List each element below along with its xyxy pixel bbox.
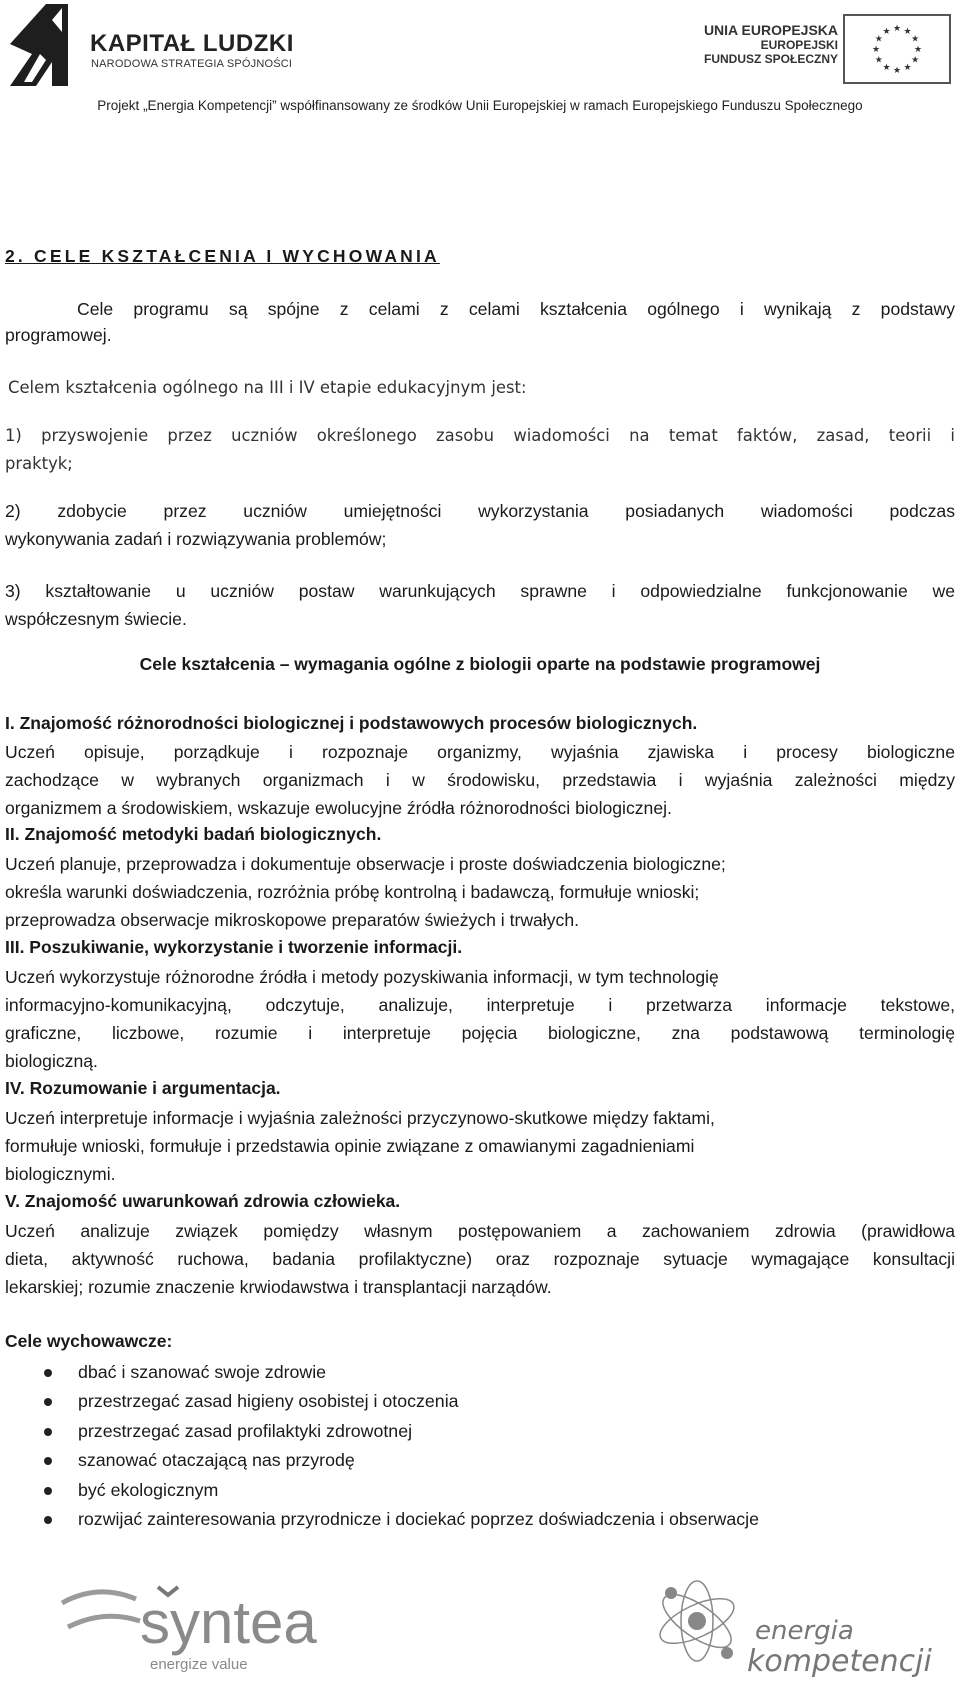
item-2-line-2: wykonywania zadań i rozwiązywania problemów; bbox=[5, 529, 387, 549]
eu-star-icon: ★ bbox=[892, 23, 902, 33]
goal-2-line-2: określa warunki doświadczenia, rozróżnia próbę kontrolną i badawczą, formułuje wnioski; bbox=[5, 882, 700, 902]
list-item: szanować otaczającą nas przyrodę bbox=[40, 1446, 759, 1475]
goal-3-heading: III. Poszukiwanie, wykorzystanie i tworzenie informacji. bbox=[5, 937, 463, 957]
goal-4-line-1: Uczeń interpretuje informacje i wyjaśnia zależności przyczynowo-skutkowe między faktami, bbox=[5, 1108, 715, 1128]
upbringing-list bbox=[40, 1358, 759, 1534]
eu-line-2: EUROPEJSKI bbox=[760, 38, 838, 52]
goal-3-line-1: Uczeń wykorzystuje różnorodne źródła i metody pozyskiwania informacji, w tym technologię bbox=[5, 967, 719, 987]
goal-1-line-1: Uczeń opisuje, porządkuje i rozpoznaje organizmy, wyjaśnia zjawiska i procesy biologiczne bbox=[5, 742, 955, 762]
eu-flag-icon bbox=[843, 14, 951, 84]
goal-1-line-3: organizmem a środowiskiem, wskazuje ewolucyjne źródła różnorodności biologicznej. bbox=[5, 798, 672, 818]
eu-line-1: UNIA EUROPEJSKA bbox=[703, 22, 838, 38]
goal-1-heading: I. Znajomość różnorodności biologicznej i podstawowych procesów biologicznych. bbox=[5, 713, 698, 733]
upbringing-title: Cele wychowawcze: bbox=[5, 1331, 173, 1351]
eu-star-icon: ★ bbox=[903, 25, 912, 36]
list-item: przestrzegać zasad higieny osobistej i otoczenia bbox=[40, 1387, 759, 1416]
list-item: być ekologicznym bbox=[40, 1476, 759, 1505]
item-1-line-1: 1) przyswojenie przez uczniów określonego zasobu wiadomości na temat faktów, zasad, teorii i bbox=[5, 426, 955, 445]
goal-3-line-2: informacyjno-komunikacyjną, odczytuje, analizuje, interpretuje i przetwarza informacje tekstowe, bbox=[5, 995, 955, 1015]
goal-3-line-3: graficzne, liczbowe, rozumie i interpretuje pojęcia biologiczne, zna podstawową terminologię bbox=[5, 1023, 955, 1043]
eu-star-icon: ★ bbox=[892, 65, 902, 75]
goal-2-line-1: Uczeń planuje, przeprowadza i dokumentuje obserwacje i proste doświadczenia biologiczne; bbox=[5, 854, 726, 874]
kapital-ludzki-title: KAPITAŁ LUDZKI bbox=[90, 30, 294, 57]
goal-5-line-2: dieta, aktywność ruchowa, badania profilaktyczne) oraz rozpoznaje sytuacje wymagające konsultacji bbox=[5, 1249, 955, 1269]
energia-kompetencji-logo bbox=[655, 1575, 955, 1685]
bullet-icon bbox=[44, 1487, 52, 1495]
syntea-tagline: energize value bbox=[150, 1656, 248, 1673]
goal-4-line-2: formułuje wnioski, formułuje i przedstawia opinie związane z omawianymi zagadnieniami bbox=[5, 1136, 695, 1156]
eu-line-3: FUNDUSZ SPOŁECZNY bbox=[703, 52, 838, 66]
goal-1-line-2: zachodzące w wybranych organizmach i w środowisku, przedstawia i wyjaśnia zależności między bbox=[5, 770, 955, 790]
item-3-line-2: współczesnym świecie. bbox=[5, 609, 187, 629]
item-3-line-1: 3) kształtowanie u uczniów postaw warunkujących sprawne i odpowiedzialne funkcjonowanie we bbox=[5, 581, 955, 601]
eu-star-icon: ★ bbox=[903, 62, 912, 73]
list-item: rozwijać zainteresowania przyrodnicze i dociekać poprzez doświadczenia i obserwacje bbox=[40, 1505, 759, 1534]
goal-2-heading: II. Znajomość metodyki badań biologicznych. bbox=[5, 824, 382, 844]
syntea-logo bbox=[58, 1577, 338, 1677]
item-1-line-2: praktyk; bbox=[5, 454, 73, 473]
syntea-wordmark: syntea bbox=[140, 1589, 317, 1656]
energia-wordmark: energia bbox=[755, 1616, 854, 1646]
eu-star-icon: ★ bbox=[882, 62, 891, 73]
bullet-icon bbox=[44, 1457, 52, 1465]
bullet-icon bbox=[44, 1516, 52, 1524]
goal-3-line-4: biologiczną. bbox=[5, 1051, 98, 1071]
bullet-icon bbox=[44, 1428, 52, 1436]
intro-line-2: programowej. bbox=[5, 325, 112, 345]
eu-star-icon: ★ bbox=[871, 44, 881, 54]
kapital-ludzki-subtitle: NARODOWA STRATEGIA SPÓJNOŚCI bbox=[91, 58, 293, 70]
goal-5-line-1: Uczeń analizuje związek pomiędzy własnym postępowaniem a zachowaniem zdrowia (prawidłowa bbox=[5, 1221, 955, 1241]
bullet-icon bbox=[44, 1369, 52, 1377]
general-goal-line: Celem kształcenia ogólnego na III i IV etapie edukacyjnym jest: bbox=[8, 378, 527, 397]
goal-4-heading: IV. Rozumowanie i argumentacja. bbox=[5, 1078, 281, 1098]
kompetencji-wordmark: kompetencji bbox=[747, 1644, 932, 1679]
intro-line-1: Cele programu są spójne z celami z celami kształcenia ogólnego i wynikają z podstawy bbox=[77, 299, 955, 319]
list-item: przestrzegać zasad profilaktyki zdrowotnej bbox=[40, 1417, 759, 1446]
list-item: dbać i szanować swoje zdrowie bbox=[40, 1358, 759, 1387]
goal-2-line-3: przeprowadza obserwacje mikroskopowe preparatów świeżych i trwałych. bbox=[5, 910, 579, 930]
goals-title: Cele kształcenia – wymagania ogólne z biologii oparte na podstawie programowej bbox=[139, 654, 821, 674]
section-heading: 2. CELE KSZTAŁCENIA I WYCHOWANIA bbox=[5, 246, 440, 266]
bullet-icon bbox=[44, 1398, 52, 1406]
goal-5-heading: V. Znajomość uwarunkowań zdrowia człowieka. bbox=[5, 1191, 401, 1211]
eu-star-icon: ★ bbox=[911, 33, 920, 44]
goal-4-line-3: biologicznymi. bbox=[5, 1164, 116, 1184]
eu-star-icon: ★ bbox=[911, 54, 920, 65]
project-funding-line: Projekt „Energia Kompetencji” współfinansowany ze środków Unii Europejskiej w ramach Europejskiego Funduszu Społecznego bbox=[97, 98, 863, 113]
eu-star-icon: ★ bbox=[882, 25, 891, 36]
item-2-line-1: 2) zdobycie przez uczniów umiejętności wykorzystania posiadanych wiadomości podczas bbox=[5, 501, 955, 521]
eu-star-icon: ★ bbox=[874, 54, 883, 65]
goal-5-line-3: lekarskiej; rozumie znaczenie krwiodawstwa i transplantacji narządów. bbox=[5, 1277, 552, 1297]
eu-star-icon: ★ bbox=[913, 44, 923, 54]
eu-text bbox=[688, 22, 838, 66]
eu-star-icon: ★ bbox=[874, 33, 883, 44]
